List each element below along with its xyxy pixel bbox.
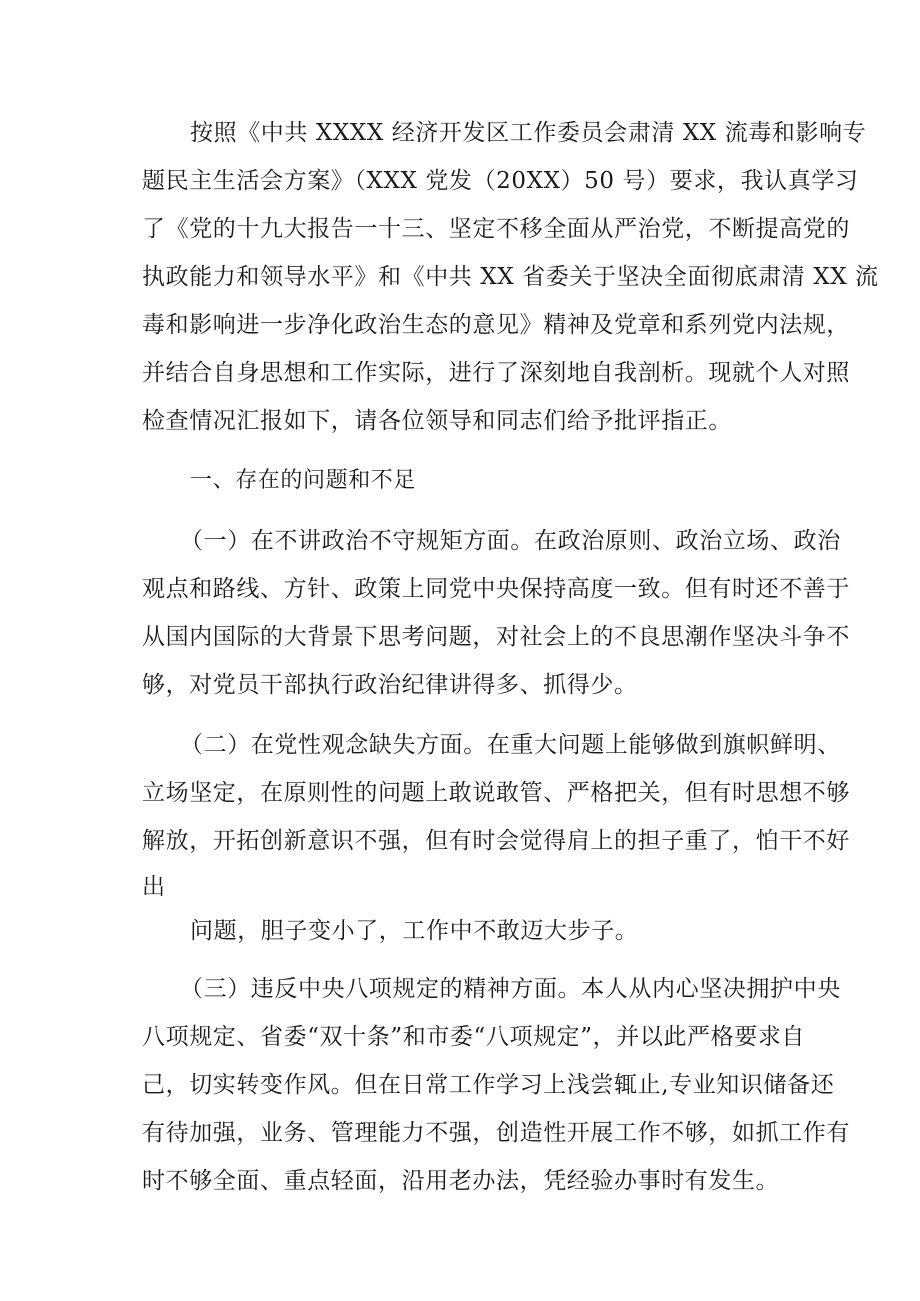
item3-line-4: 有待加强，业务、管理能力不强，创造性开展工作不够，如抓工作有 [142, 1120, 850, 1146]
item2-line-4: 出 [142, 874, 166, 900]
item2-line-3: 解放，开拓创新意识不强，但有时会觉得肩上的担子重了，怕干不好 [142, 828, 850, 854]
intro-line-1: 按照《中共 XXXX 经济开发区工作委员会肃清 XX 流毒和影响专 [190, 120, 867, 146]
item1-line-4: 够，对党员干部执行政治纪律讲得多、抓得少。 [142, 672, 638, 698]
item2-line-1: （二）在党性观念缺失方面。在重大问题上能够做到旗帜鲜明、 [180, 732, 841, 758]
item3-line-1: （三）违反中央八项规定的精神方面。本人从内心坚决拥护中央 [180, 976, 841, 1002]
item1-line-1: （一）在不讲政治不守规矩方面。在政治原则、政治立场、政治 [180, 528, 841, 554]
item3-line-2: 八项规定、省委“双十条”和市委“八项规定”，并以此严格要求自 [142, 1024, 806, 1050]
item2-line-5: 问题，胆子变小了，工作中不敢迈大步子。 [190, 918, 639, 944]
item2-line-2: 立场坚定，在原则性的问题上敢说敢管、严格把关，但有时思想不够 [142, 780, 850, 806]
intro-line-7: 检查情况汇报如下，请各位领导和同志们给予批评指正。 [142, 408, 732, 434]
section-heading: 一、存在的问题和不足 [190, 468, 417, 493]
item1-line-2: 观点和路线、方针、政策上同党中央保持高度一致。但有时还不善于 [142, 576, 850, 602]
intro-line-6: 并结合自身思想和工作实际，进行了深刻地自我剖析。现就个人对照 [142, 360, 850, 386]
item1-line-3: 从国内国际的大背景下思考问题，对社会上的不良思潮作坚决斗争不 [142, 624, 850, 650]
intro-line-2: 题民主生活会方案》（XXX 党发（20XX）50 号）要求，我认真学习 [142, 168, 859, 194]
intro-line-5: 毒和影响进一步净化政治生态的意见》精神及党章和系列党内法规， [142, 312, 850, 338]
intro-line-3: 了《党的十九大报告一十三、坚定不移全面从严治党，不断提高党的 [142, 216, 850, 242]
intro-line-4: 执政能力和领导水平》和《中共 XX 省委关于坚决全面彻底肃清 XX 流 [142, 264, 879, 290]
item3-line-5: 时不够全面、重点轻面，沿用老办法，凭经验办事时有发生。 [142, 1168, 780, 1194]
item3-line-3: 己，切实转变作风。但在日常工作学习上浅尝辄止,专业知识储备还 [142, 1072, 835, 1098]
